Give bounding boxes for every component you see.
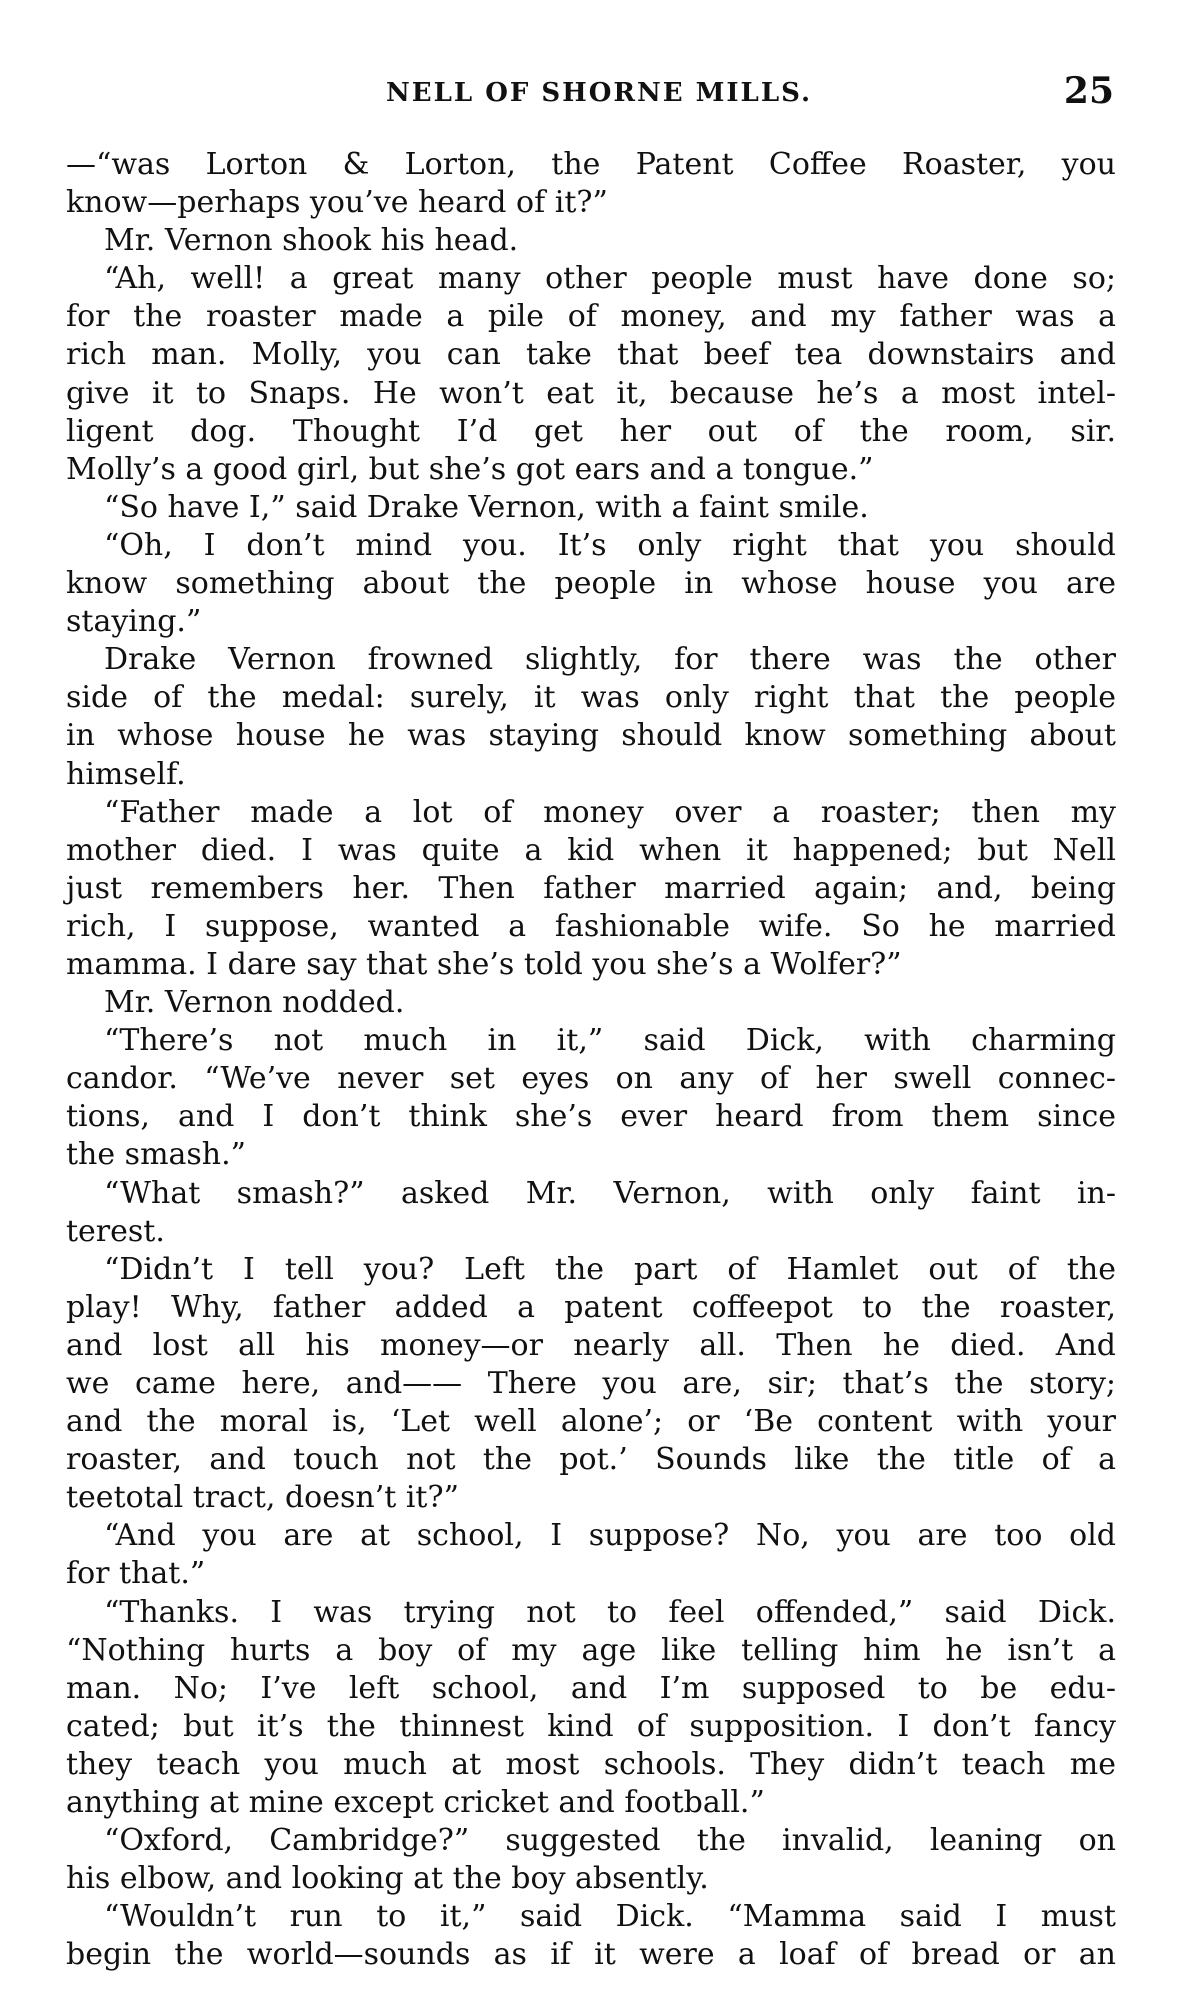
text-line: Drake Vernon frowned slightly, for there was the other <box>104 642 1116 678</box>
text-line: rich man. Molly, you can take that beef tea downstairs and <box>66 337 1116 373</box>
body-text <box>66 146 1116 1975</box>
text-line: we came here, and—— There you are, sir; that’s the story; <box>66 1366 1116 1401</box>
text-line: rich, I suppose, wanted a fashionable wife. So he married <box>66 908 1116 944</box>
text-line: —“was Lorton & Lorton, the Patent Coffee Roaster, you <box>66 147 1116 182</box>
text-line: side of the medal: surely, it was only right that the people <box>66 680 1116 716</box>
text-line: and the moral is, ‘Let well alone’; or ‘Be content with your <box>66 1404 1116 1440</box>
text-line: for that.” <box>66 1556 206 1592</box>
text-line: “Didn’t I tell you? Left the part of Hamlet out of the <box>104 1251 1116 1287</box>
text-line: know—perhaps you’ve heard of it?” <box>66 185 608 221</box>
text-line: begin the world—sounds as if it were a loaf of bread or an <box>66 1937 1116 1973</box>
text-line: they teach you much at most schools. They didn’t teach me <box>66 1746 1116 1782</box>
text-line: know something about the people in whose house you are <box>66 566 1116 602</box>
text-line: anything at mine except cricket and football.” <box>66 1785 765 1821</box>
text-line: “Nothing hurts a boy of my age like telling him he isn’t a <box>66 1632 1116 1668</box>
text-line: “There’s not much in it,” said Dick, with charming <box>104 1023 1116 1059</box>
text-line: tions, and I don’t think she’s ever heard from them since <box>66 1099 1116 1135</box>
text-line: “Wouldn’t run to it,” said Dick. “Mamma said I must <box>104 1899 1116 1935</box>
text-line: mamma. I dare say that she’s told you she’s a Wolfer?” <box>66 946 902 982</box>
text-line: “Father made a lot of money over a roaster; then my <box>104 794 1116 830</box>
text-line: and lost all his money—or nearly all. Then he died. And <box>66 1327 1116 1363</box>
text-line: in whose house he was staying should know something about <box>66 718 1116 754</box>
text-line: “What smash?” asked Mr. Vernon, with only faint in- <box>104 1175 1116 1211</box>
text-line: himself. <box>66 756 186 792</box>
running-title: NELL OF SHORNE MILLS. <box>386 78 812 108</box>
text-line: Molly’s a good girl, but she’s got ears and a tongue.” <box>66 451 874 487</box>
text-line: Mr. Vernon shook his head. <box>104 223 519 259</box>
text-line: terest. <box>66 1213 165 1249</box>
text-line: staying.” <box>66 604 202 640</box>
text-line: “Ah, well! a great many other people must have done so; <box>104 261 1116 297</box>
text-line: teetotal tract, doesn’t it?” <box>66 1480 459 1516</box>
text-line: ligent dog. Thought I’d get her out of the room, sir. <box>66 413 1116 449</box>
text-line: the smash.” <box>66 1137 246 1173</box>
text-line: give it to Snaps. He won’t eat it, because he’s a most intel- <box>66 375 1116 411</box>
text-line: his elbow, and looking at the boy absently. <box>66 1861 709 1897</box>
text-line: “So have I,” said Drake Vernon, with a faint smile. <box>104 489 869 525</box>
text-line: just remembers her. Then father married again; and, being <box>66 870 1116 906</box>
text-line: play! Why, father added a patent coffeepot to the roaster, <box>66 1289 1116 1325</box>
text-line: cated; but it’s the thinnest kind of supposition. I don’t fancy <box>66 1708 1116 1744</box>
text-line: for the roaster made a pile of money, and my father was a <box>66 299 1116 335</box>
text-line: “Oxford, Cambridge?” suggested the invalid, leaning on <box>104 1823 1116 1859</box>
running-head <box>0 70 1198 118</box>
text-line: “Oh, I don’t mind you. It’s only right that you should <box>104 527 1116 563</box>
text-line: man. No; I’ve left school, and I’m supposed to be edu- <box>66 1670 1116 1706</box>
page-number: 25 <box>1063 70 1114 112</box>
text-line: mother died. I was quite a kid when it happened; but Nell <box>66 832 1116 868</box>
text-line: “And you are at school, I suppose? No, you are too old <box>104 1518 1116 1554</box>
text-line: candor. “We’ve never set eyes on any of her swell connec- <box>66 1061 1116 1097</box>
text-line: roaster, and touch not the pot.’ Sounds like the title of a <box>66 1442 1116 1478</box>
text-line: “Thanks. I was trying not to feel offended,” said Dick. <box>104 1594 1116 1630</box>
text-line: Mr. Vernon nodded. <box>104 985 405 1021</box>
